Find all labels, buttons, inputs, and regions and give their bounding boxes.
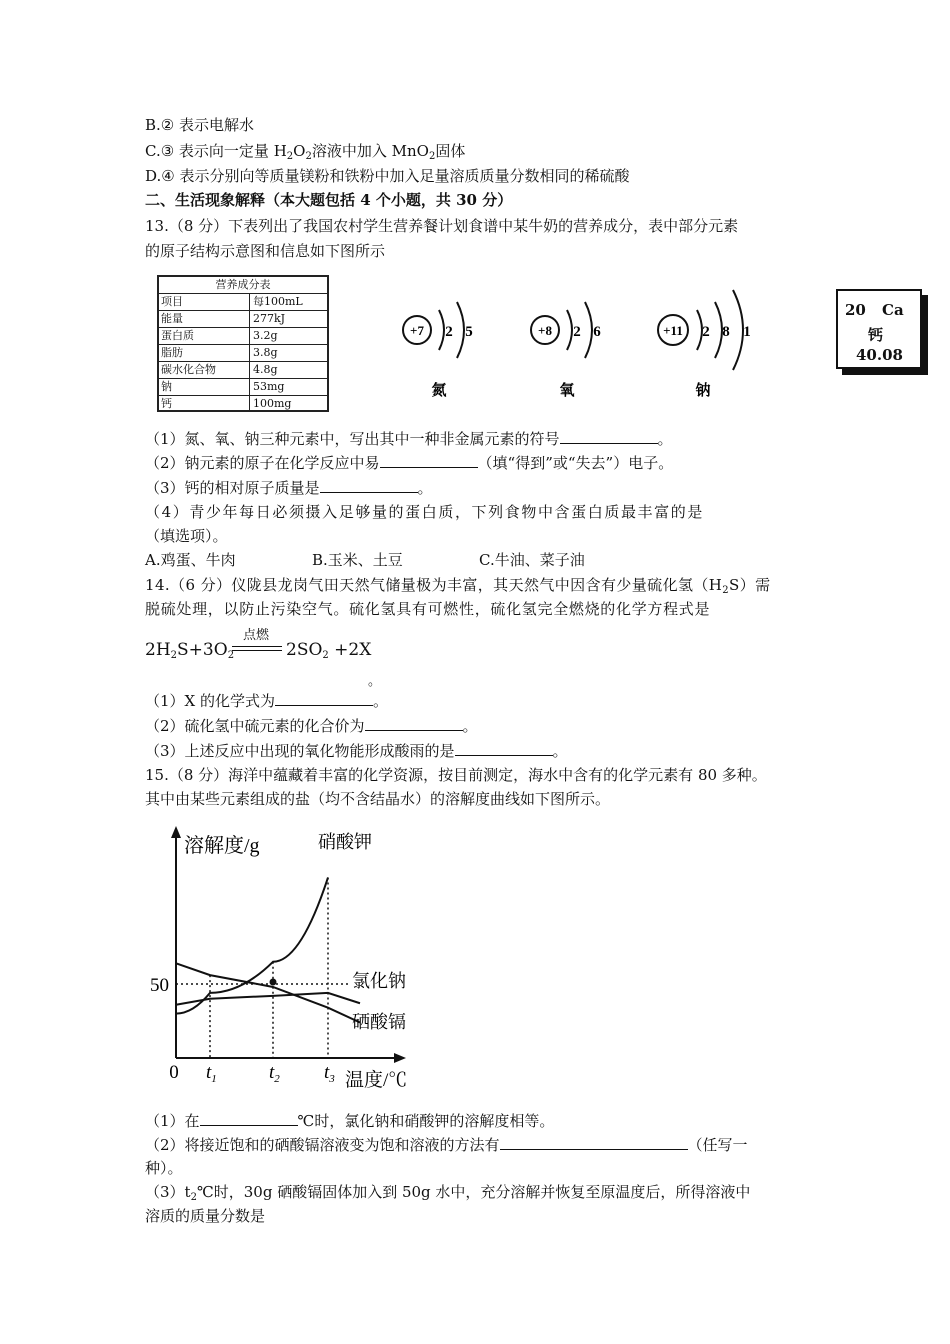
y-axis-label: 溶解度/g bbox=[184, 835, 260, 857]
q14-intro-line1: 14.（6 分）仪陇县龙岗气田天然气储量极为丰富，其天然气中因含有少量硫化氢$(H_2S)$需 bbox=[145, 576, 771, 596]
equation-left: $2H_2S+3O_2$ bbox=[145, 640, 235, 661]
nutrition-table-title: 营养成分表 bbox=[159, 277, 327, 294]
q14-part2: （2）硫化氢中硫元素的化合价为 。 bbox=[145, 717, 478, 735]
x-tick-label: $t_3$ bbox=[324, 1062, 335, 1085]
atomic-number: 20 bbox=[845, 301, 866, 319]
q13-part3: （3）钙的相对原子质量是 。 bbox=[145, 479, 433, 497]
answer-blank[interactable] bbox=[455, 740, 553, 756]
y-tick-label: 50 bbox=[150, 975, 169, 996]
x-axis-arrow-icon bbox=[394, 1053, 406, 1063]
svg-text:氧: 氧 bbox=[559, 383, 575, 399]
answer-blank[interactable] bbox=[200, 1110, 298, 1126]
reaction-condition: 点燃 bbox=[243, 628, 270, 643]
calcium-element-card bbox=[836, 289, 934, 377]
q13-part4: （4）青少年每日必须摄入足够量的蛋白质，下列食物中含蛋白质最丰富的是 bbox=[145, 503, 704, 521]
option-b: B.② 表示电解水 bbox=[145, 116, 255, 134]
q15-part1: （1）在 ℃时，氯化钠和硝酸钾的溶解度相等。 bbox=[145, 1112, 555, 1130]
series-label: 硒酸镉 bbox=[352, 1012, 406, 1032]
svg-text:2: 2 bbox=[445, 324, 453, 340]
svg-text:+8: +8 bbox=[538, 323, 552, 338]
element-symbol: Ca bbox=[882, 301, 904, 319]
q15-part3-cont: 溶质的质量分数是 bbox=[145, 1207, 266, 1225]
svg-text:+7: +7 bbox=[410, 323, 424, 338]
atomic-mass: 40.08 bbox=[856, 346, 903, 364]
answer-blank[interactable] bbox=[275, 690, 373, 706]
q13-choice-c: C.牛油、菜子油 bbox=[479, 551, 585, 569]
x-axis-label: 温度/℃ bbox=[345, 1070, 408, 1091]
svg-text:6: 6 bbox=[593, 324, 601, 340]
table-row: 碳水化合物 4.8g bbox=[159, 362, 327, 379]
q13-intro-line1: 13.（8 分）下表列出了我国农村学生营养餐计划食谱中某牛奶的营养成分，表中部分元素 bbox=[145, 217, 739, 235]
option-c: C.③ 表示向一定量 $H_2O_2$溶液中加入 MnO$_2$固体 bbox=[145, 142, 466, 162]
q13-part4-cont: （填选项）。 bbox=[145, 527, 228, 545]
q13-intro-line2: 的原子结构示意图和信息如下图所示 bbox=[145, 242, 386, 260]
y-axis-arrow-icon bbox=[171, 826, 181, 838]
equation-right: $2SO_2 +2X$ bbox=[286, 640, 372, 661]
answer-blank[interactable] bbox=[320, 477, 418, 493]
svg-text:2: 2 bbox=[702, 324, 710, 340]
x-tick-label: $t_2$ bbox=[269, 1062, 280, 1085]
answer-blank[interactable] bbox=[560, 428, 658, 444]
svg-text:5: 5 bbox=[465, 324, 473, 340]
nutrition-table bbox=[157, 275, 329, 412]
oxygen-atom-diagram bbox=[531, 302, 601, 399]
table-row: 钙 100mg bbox=[161, 397, 292, 410]
q13-choice-a: A.鸡蛋、牛肉 bbox=[145, 551, 236, 569]
svg-text:8: 8 bbox=[722, 324, 730, 340]
option-d: D.④ 表示分别向等质量镁粉和铁粉中加入足量溶质质量分数相同的稀硫酸 bbox=[145, 167, 630, 185]
answer-blank[interactable] bbox=[365, 715, 463, 731]
equation-period: 。 bbox=[368, 674, 382, 689]
q13-part2: （2）钠元素的原子在化学反应中易 （填“得到”或“失去”）电子。 bbox=[145, 454, 674, 472]
series-line-3 bbox=[176, 963, 360, 1022]
q14-part3: （3）上述反应中出现的氧化物能形成酸雨的是 。 bbox=[145, 742, 568, 760]
q15-part3: $(3)t_2℃$时，30g 硒酸镉固体加入到 50g 水中，充分溶解并恢复至原温度后，所得溶液中 bbox=[145, 1183, 751, 1203]
answer-blank[interactable] bbox=[380, 452, 478, 468]
table-row: 钠 53mg bbox=[159, 379, 327, 396]
series-label: 硝酸钾 bbox=[318, 832, 372, 852]
sodium-atom-diagram bbox=[658, 290, 751, 399]
q13-choice-b: B.玉米、土豆 bbox=[312, 551, 403, 569]
nitrogen-atom-diagram bbox=[403, 302, 473, 399]
solubility-chart bbox=[140, 812, 440, 1094]
q15-part2: （2）将接近饱和的硒酸镉溶液变为饱和溶液的方法有 （任写一 bbox=[145, 1136, 748, 1154]
q15-intro-line2: 其中由某些元素组成的盐（均不含结晶水）的溶解度曲线如下图所示。 bbox=[145, 790, 611, 808]
q15-part2-cont: 种）。 bbox=[145, 1159, 183, 1177]
intersection-point bbox=[270, 979, 277, 986]
table-row: 项目 每100mL bbox=[159, 294, 327, 311]
section-heading: 二、生活现象解释（本大题包括 4 个小题，共 30 分） bbox=[145, 191, 513, 209]
x-tick-label: 0 bbox=[169, 1062, 179, 1083]
series-label: 氯化钠 bbox=[352, 971, 406, 991]
answer-blank[interactable] bbox=[500, 1134, 688, 1150]
q14-part1: （1）X 的化学式为 。 bbox=[145, 692, 389, 710]
svg-text:1: 1 bbox=[743, 324, 751, 340]
element-name: 钙 bbox=[868, 326, 884, 344]
svg-text:钠: 钠 bbox=[695, 383, 711, 399]
q15-intro-line1: 15.（8 分）海洋中蕴藏着丰富的化学资源，按目前测定，海水中含有的化学元素有 80 多种。 bbox=[145, 766, 767, 784]
svg-text:氮: 氮 bbox=[431, 383, 447, 399]
svg-text:2: 2 bbox=[573, 324, 581, 340]
atom-diagrams bbox=[395, 280, 765, 405]
q13-part1: （1）氮、氧、钠三种元素中，写出其中一种非金属元素的符号 。 bbox=[145, 430, 673, 448]
q14-intro-line2: 脱硫处理，以防止污染空气。硫化氢具有可燃性，硫化氢完全燃烧的化学方程式是 bbox=[145, 600, 711, 618]
x-tick-label: $t_1$ bbox=[206, 1062, 217, 1085]
svg-text:+11: +11 bbox=[663, 323, 683, 338]
table-row: 蛋白质 3.2g bbox=[159, 328, 327, 345]
table-row: 能量 277kJ bbox=[159, 311, 327, 328]
table-row: 脂肪 3.8g bbox=[159, 345, 327, 362]
